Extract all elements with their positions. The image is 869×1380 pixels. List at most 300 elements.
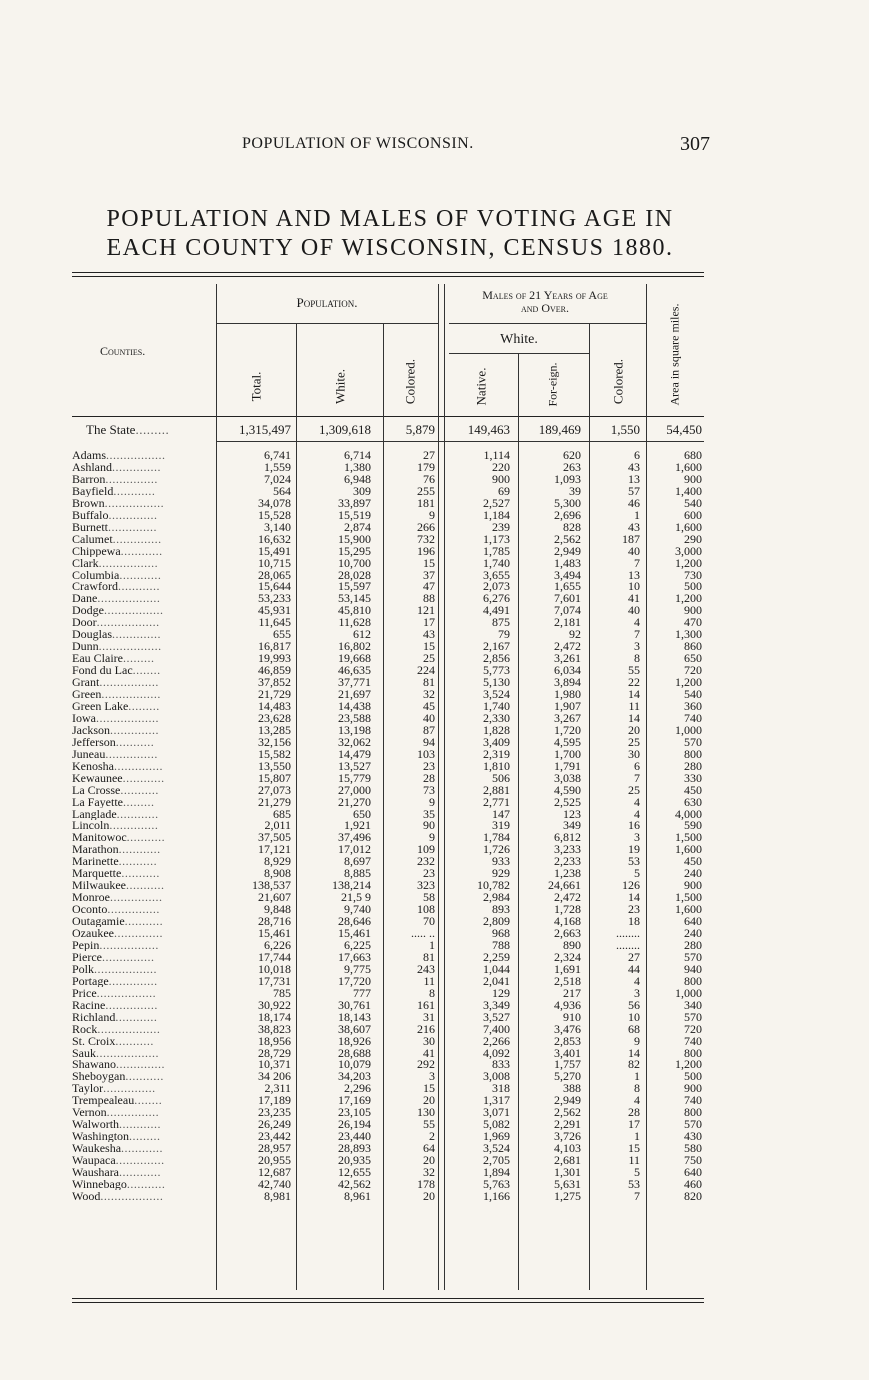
cell-area: 280 [684, 937, 702, 952]
leader-dots: ................. [106, 450, 166, 462]
cell-area: 540 [684, 687, 702, 701]
county-label: Eau Claire [72, 653, 123, 665]
cell-area: 600 [684, 507, 702, 522]
cell-white: 42,562 [338, 1176, 371, 1191]
cell-mcolored: 14 [628, 1045, 640, 1060]
table-row [72, 937, 704, 952]
cell-total: 17,189 [258, 1093, 291, 1108]
county-name [72, 1119, 212, 1130]
cell-area: 570 [684, 949, 702, 964]
county-label: Dane [72, 593, 98, 605]
header-bottom-rule [72, 416, 704, 417]
table-row [72, 519, 704, 534]
cell-mcolored: 11 [628, 1153, 640, 1168]
cell-total: 17,731 [258, 973, 291, 988]
cell-colored: 121 [417, 603, 435, 618]
county-label: Waukesha [72, 1143, 122, 1155]
cell-foreign: 2,518 [554, 973, 581, 988]
page-title [60, 205, 720, 263]
leader-dots: ............... [101, 951, 155, 964]
males-underline [449, 323, 646, 324]
cell-total: 28,065 [258, 567, 291, 582]
cell-area: 800 [684, 973, 702, 988]
county-name [72, 928, 212, 939]
header-males-line2: and Over. [521, 301, 569, 315]
table-row [72, 629, 704, 640]
cell-foreign: 1,980 [554, 687, 581, 701]
table-row [72, 794, 704, 809]
leader-dots: .............. [109, 820, 159, 832]
cell-native: 3,071 [483, 1105, 510, 1120]
county-name [72, 1131, 212, 1142]
county-label: La Crosse [72, 784, 121, 796]
county-label: La Fayette [72, 796, 123, 808]
cell-colored: 2 [429, 1129, 435, 1144]
cell-white: 1,921 [344, 818, 371, 833]
cell-total: 6,741 [264, 448, 291, 462]
table-row [72, 1059, 704, 1070]
leader-dots: ........... [126, 1178, 166, 1191]
cell-mcolored: 20 [628, 722, 640, 737]
cell-area: 470 [684, 615, 702, 630]
cell-white: 15,779 [338, 770, 371, 785]
cell-white: 15,295 [338, 543, 371, 558]
cell-colored: 88 [423, 591, 435, 606]
county-label: Clark [72, 557, 99, 569]
table-row [72, 892, 704, 903]
table-row [72, 1176, 704, 1191]
cell-mcolored: 13 [628, 567, 640, 582]
cell-native: 6,276 [483, 591, 510, 606]
cell-total: 10,018 [258, 961, 291, 976]
county-name [72, 725, 212, 736]
cell-colored: 732 [417, 531, 435, 546]
county-label: Milwaukee [72, 880, 126, 892]
cell-foreign: 3,267 [554, 710, 581, 725]
cell-colored: 1 [429, 937, 435, 952]
cell-area: 1,200 [675, 1057, 702, 1072]
cell-foreign: 5,631 [554, 1176, 581, 1191]
cell-total: 16,632 [258, 531, 291, 546]
table-row [72, 567, 704, 582]
county-name [72, 558, 212, 569]
cell-native: 3,409 [483, 734, 510, 749]
county-label: Oconto [72, 904, 108, 916]
table-row [72, 710, 704, 725]
table-row [72, 677, 704, 688]
cell-area: 330 [684, 770, 702, 785]
cell-mcolored: 40 [628, 603, 640, 618]
cell-foreign: 2,291 [554, 1117, 581, 1132]
cell-mcolored: 8 [634, 1081, 640, 1096]
cell-white: 34,203 [338, 1069, 371, 1084]
cell-mcolored: 10 [628, 579, 640, 594]
county-label: Buffalo [72, 509, 109, 522]
county-name [72, 462, 212, 473]
cell-foreign: 3,038 [554, 770, 581, 785]
cell-mcolored: 82 [628, 1057, 640, 1072]
cell-area: 1,600 [675, 842, 702, 857]
cell-white: 32,062 [338, 734, 371, 749]
cell-mcolored: 68 [628, 1021, 640, 1036]
table-row [72, 471, 704, 486]
cell-mcolored: 1 [634, 1129, 640, 1144]
table-row [72, 820, 704, 831]
cell-total: 37,505 [258, 830, 291, 845]
county-label: Door [72, 617, 97, 629]
cell-foreign: 4,595 [554, 734, 581, 749]
cell-native: 2,984 [483, 890, 510, 905]
cell-colored: 90 [423, 818, 435, 833]
population-underline [216, 323, 438, 324]
cell-mcolored: 1 [634, 507, 640, 522]
cell-colored: 30 [423, 1033, 435, 1048]
leader-dots: ................. [99, 939, 159, 952]
cell-mcolored: 9 [634, 1033, 640, 1048]
county-name [72, 892, 212, 903]
county-name [72, 629, 212, 640]
cell-total: 15,528 [258, 507, 291, 522]
cell-white: 17,663 [338, 949, 371, 964]
county-label: Burnett [72, 521, 108, 533]
table-row [72, 459, 704, 474]
cell-total: 18,956 [258, 1033, 291, 1048]
cell-area: 1,500 [675, 890, 702, 905]
cell-native: 1,810 [483, 758, 510, 773]
cell-foreign: 1,275 [554, 1188, 581, 1203]
cell-mcolored: 13 [628, 471, 640, 486]
cell-mcolored: 53 [628, 854, 640, 869]
county-name [72, 474, 212, 485]
cell-total: 34,078 [258, 495, 291, 510]
leader-dots: ................. [101, 689, 161, 701]
cell-total: 13,550 [258, 758, 291, 773]
cell-white: 45,810 [338, 603, 371, 618]
cell-area: 280 [684, 758, 702, 773]
cell-total: 45,931 [258, 603, 291, 618]
cell-area: 570 [684, 1117, 702, 1132]
cell-mcolored: 44 [628, 961, 640, 976]
cell-total: 21,729 [258, 687, 291, 701]
county-name [72, 809, 212, 820]
cell-total: 564 [273, 483, 291, 498]
county-name [72, 988, 212, 999]
header-native: Native. [473, 367, 489, 406]
table-row [72, 1045, 704, 1060]
county-name [72, 593, 212, 604]
cell-area: 1,000 [675, 722, 702, 737]
cell-total: 37,852 [258, 675, 291, 690]
cell-foreign: 2,324 [554, 949, 581, 964]
state-colored: 5,879 [405, 422, 435, 437]
cell-native: 239 [492, 519, 510, 534]
county-name [72, 1012, 212, 1023]
county-label: Jackson [72, 724, 110, 737]
cell-total: 34 206 [258, 1069, 291, 1084]
cell-total: 38,823 [258, 1021, 291, 1036]
cell-foreign: 1,728 [554, 902, 581, 917]
cell-foreign: 2,181 [554, 615, 581, 630]
cell-colored: 58 [423, 890, 435, 905]
cell-area: 720 [684, 1021, 702, 1036]
cell-mcolored: 43 [628, 519, 640, 534]
cell-mcolored: 14 [628, 687, 640, 701]
cell-area: 430 [684, 1129, 702, 1144]
cell-area: 500 [684, 579, 702, 594]
bottom-rule [72, 1298, 704, 1299]
county-name [72, 546, 212, 557]
cell-white: 15,519 [338, 507, 371, 522]
cell-foreign: 4,936 [554, 997, 581, 1012]
county-name [72, 605, 212, 616]
county-label: Crawford [72, 581, 118, 593]
county-name [72, 486, 212, 497]
cell-total: 10,715 [258, 555, 291, 570]
leader-dots: .................. [94, 963, 158, 976]
cell-white: 28,688 [338, 1045, 371, 1060]
cell-colored: 87 [423, 722, 435, 737]
cell-colored: 28 [423, 770, 435, 785]
cell-white: 17,720 [338, 973, 371, 988]
table-row [72, 973, 704, 988]
cell-mcolored: 55 [628, 663, 640, 678]
cell-area: 3,000 [675, 543, 702, 558]
leader-dots: ........... [115, 1035, 154, 1047]
cell-area: 900 [684, 878, 702, 893]
cell-area: 570 [684, 1009, 702, 1024]
county-name [72, 785, 212, 796]
cell-area: 500 [684, 1069, 702, 1084]
county-name [72, 773, 212, 784]
cell-foreign: 388 [563, 1081, 581, 1096]
state-total: 1,315,497 [239, 422, 291, 437]
cell-area: 740 [684, 1093, 702, 1108]
county-name [72, 665, 212, 676]
cell-colored: 108 [417, 902, 435, 917]
leader-dots: ............ [120, 545, 163, 557]
county-name [72, 856, 212, 867]
table-row [72, 734, 704, 749]
leader-dots: ........... [125, 1071, 164, 1083]
county-label: Bayfield [72, 485, 114, 498]
leader-dots: ......... [122, 796, 155, 808]
cell-area: 540 [684, 495, 702, 510]
top-rule [72, 272, 704, 273]
cell-total: 8,981 [264, 1188, 291, 1203]
cell-native: 2,881 [483, 782, 510, 797]
cell-native: 2,073 [483, 579, 510, 594]
running-title: POPULATION OF WISCONSIN. [242, 135, 474, 152]
county-name [72, 653, 212, 664]
cell-colored: 94 [423, 734, 435, 749]
cell-foreign: 3,476 [554, 1021, 581, 1036]
cell-mcolored: 5 [634, 1165, 640, 1179]
cell-colored: 232 [417, 854, 435, 869]
header-males-line1: Males of 21 Years of Age [482, 288, 608, 302]
cell-area: 580 [684, 1141, 702, 1156]
county-label: Vernon [72, 1107, 107, 1119]
county-name [72, 797, 212, 808]
leader-dots: ............ [117, 581, 160, 593]
cell-mcolored: 27 [628, 949, 640, 964]
county-name [72, 976, 212, 987]
county-label: Calumet [72, 533, 113, 545]
county-label: Lincoln [72, 820, 110, 832]
cell-mcolored: 11 [628, 698, 640, 713]
county-label: Taylor [72, 1083, 104, 1095]
header-population: Population. [296, 295, 358, 310]
cell-native: 3,524 [483, 1141, 510, 1156]
cell-white: 19,668 [338, 651, 371, 666]
leader-dots: ............ [119, 1167, 162, 1179]
cell-total: 53,233 [258, 591, 291, 606]
cell-foreign: 1,483 [554, 555, 581, 570]
cell-colored: 81 [423, 949, 435, 964]
cell-white: 6,225 [344, 937, 371, 952]
cell-foreign: 1,720 [554, 722, 581, 737]
county-label: Ozaukee [72, 928, 114, 940]
cell-colored: 81 [423, 675, 435, 690]
cell-total: 42,740 [258, 1176, 291, 1191]
leader-dots: .............. [112, 461, 161, 474]
table-row [72, 770, 704, 785]
county-name [72, 880, 212, 891]
state-name [86, 424, 226, 435]
table-row [72, 868, 704, 879]
county-label: Sheboygan [72, 1071, 126, 1083]
leader-dots: ......... [128, 700, 160, 713]
cell-area: 800 [684, 746, 702, 761]
table-row [72, 531, 704, 546]
county-name [72, 581, 212, 592]
cell-native: 968 [492, 926, 510, 940]
county-name [72, 1155, 212, 1166]
cell-white: 23,588 [338, 710, 371, 725]
county-label: Pepin [72, 939, 100, 952]
county-label: Portage [72, 975, 109, 988]
cell-colored: 23 [423, 758, 435, 773]
cell-total: 46,859 [258, 663, 291, 678]
table-row [72, 722, 704, 737]
county-label: Green [72, 689, 102, 701]
cell-native: 2,771 [483, 794, 510, 809]
county-name [72, 761, 212, 772]
table-row [72, 916, 704, 927]
county-label: Green Lake [72, 700, 129, 713]
cell-native: 1,184 [483, 507, 510, 522]
cell-foreign: 5,300 [554, 495, 581, 510]
table-row [72, 1021, 704, 1036]
county-label: Marinette [72, 856, 119, 868]
cell-foreign: 3,494 [554, 567, 581, 582]
county-label: Monroe [72, 892, 110, 904]
cell-white: 2,874 [344, 519, 371, 534]
cell-mcolored: 56 [628, 997, 640, 1012]
cell-area: 1,000 [675, 985, 702, 1000]
cell-colored: 243 [417, 961, 435, 976]
county-name [72, 737, 212, 748]
table-row [72, 844, 704, 855]
cell-area: 1,200 [675, 675, 702, 690]
cell-mcolored: 4 [634, 1093, 640, 1108]
cell-colored: 35 [423, 806, 435, 821]
county-name [72, 964, 212, 975]
cell-white: 8,697 [344, 854, 371, 869]
cell-native: 2,319 [483, 746, 510, 761]
county-label: Barron [72, 473, 106, 486]
cell-total: 138,537 [252, 878, 291, 893]
county-label: Dodge [72, 605, 104, 617]
cell-foreign: 1,757 [554, 1057, 581, 1072]
cell-mcolored: 14 [628, 710, 640, 725]
cell-native: 933 [492, 854, 510, 869]
cell-foreign: 2,853 [554, 1033, 581, 1048]
cell-area: 650 [684, 651, 702, 666]
cell-white: 23,105 [338, 1105, 371, 1120]
cell-native: 1,114 [483, 448, 510, 462]
cell-white: 46,635 [338, 663, 371, 678]
cell-native: 5,763 [483, 1176, 510, 1191]
cell-colored: 17 [423, 615, 435, 630]
leader-dots: ........... [118, 856, 158, 868]
cell-mcolored: ........ [616, 937, 640, 952]
county-name [72, 1000, 212, 1011]
cell-mcolored: 7 [634, 1188, 640, 1203]
cell-colored: 3 [429, 1069, 435, 1084]
table-row [72, 997, 704, 1012]
cell-colored: 9 [429, 507, 435, 522]
cell-white: 26,194 [338, 1117, 371, 1132]
leader-dots: ......... [129, 1131, 161, 1143]
leader-dots: ......... [135, 424, 170, 436]
cell-foreign: 1,655 [554, 579, 581, 594]
county-name [72, 641, 212, 652]
cell-mcolored: 46 [628, 495, 640, 510]
cell-total: 17,744 [258, 949, 291, 964]
cell-area: 460 [684, 1176, 702, 1191]
cell-colored: 23 [423, 866, 435, 881]
cell-native: 2,330 [483, 710, 510, 725]
cell-white: 37,771 [338, 675, 371, 690]
table-row [72, 507, 704, 522]
cell-mcolored: 28 [628, 1105, 640, 1120]
cell-native: 2,705 [483, 1153, 510, 1168]
cell-total: 2,011 [264, 818, 291, 833]
cell-foreign: 5,270 [554, 1069, 581, 1084]
cell-total: 23,235 [258, 1105, 291, 1120]
cell-total: 16,817 [258, 639, 291, 654]
cell-white: 8,885 [344, 866, 371, 881]
cell-foreign: 7,601 [554, 591, 581, 606]
cell-total: 28,716 [258, 914, 291, 929]
leader-dots: .............. [112, 533, 162, 545]
cell-area: 360 [684, 698, 702, 713]
cell-native: 5,082 [483, 1117, 510, 1132]
cell-mcolored: 3 [634, 830, 640, 845]
cell-mcolored: 15 [628, 1141, 640, 1156]
cell-native: 1,726 [483, 842, 510, 857]
header-pop-colored: Colored. [402, 358, 418, 405]
cell-total: 15,807 [258, 770, 291, 785]
cell-foreign: 2,525 [554, 794, 581, 809]
cell-area: 4,000 [675, 806, 702, 821]
leader-dots: .............. [112, 629, 161, 641]
header-males-colored: Colored. [610, 358, 626, 405]
table-row [72, 1033, 704, 1048]
leader-dots: .................. [100, 1190, 164, 1203]
cell-native: 2,809 [483, 914, 510, 929]
cell-foreign: 92 [569, 627, 581, 642]
